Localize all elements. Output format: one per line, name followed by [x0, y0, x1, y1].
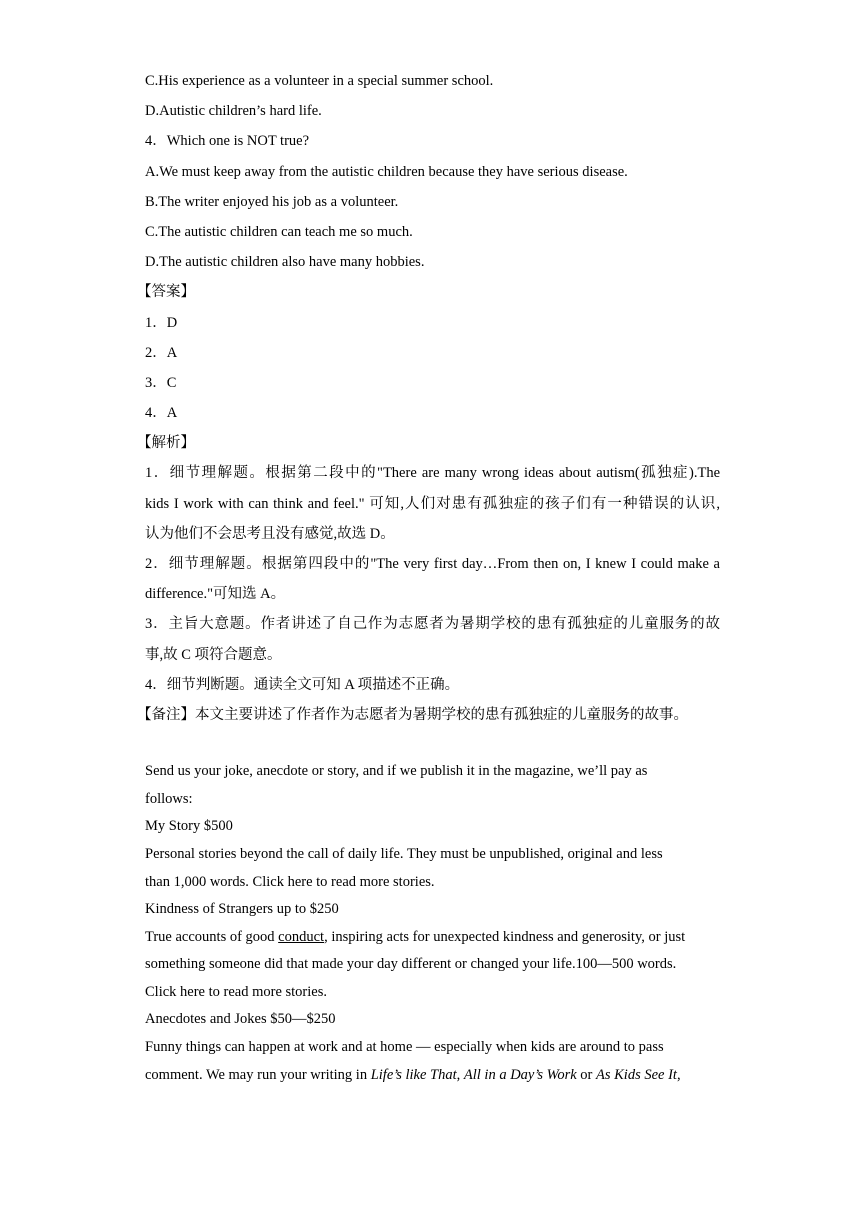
kindness-text: Click here to read more stories.	[145, 983, 327, 1000]
analysis-line: 3．主旨大意题。作者讲述了自己作为志愿者为暑期学校的患有孤独症的儿童服务的故	[145, 616, 720, 633]
kindness-text-part: , inspiring acts for unexpected kindness and generosity, or just	[324, 928, 686, 945]
kindness-text-part: True accounts of good	[145, 928, 279, 945]
anecdotes-title: Anecdotes and Jokes $50—$250	[145, 1011, 336, 1028]
analysis-line: 4．细节判断题。通读全文可知 A 项描述不正确。	[145, 676, 460, 693]
answer-item: 1．D	[145, 314, 178, 331]
passage-intro: follows:	[145, 790, 193, 807]
answer-item: 4．A	[145, 405, 178, 422]
analysis-line: 认为他们不会思考且没有感觉,故选 D。	[145, 525, 395, 542]
analysis-line: difference."可知选 A。	[145, 586, 286, 603]
separator: ,	[676, 1066, 681, 1083]
separator: or	[576, 1066, 597, 1083]
kindness-text: something someone did that made your day different or changed your life.100—500 words.	[145, 956, 677, 973]
kindness-title: Kindness of Strangers up to $250	[145, 901, 339, 918]
my-story-title: My Story $500	[145, 818, 233, 835]
answer-heading: 【答案】	[137, 284, 195, 301]
my-story-text: Personal stories beyond the call of daily life. They must be unpublished, original and less	[145, 845, 663, 862]
passage-intro: Send us your joke, anecdote or story, and if we publish it in the magazine, we’ll pay as	[145, 763, 648, 780]
answer-item: 2．A	[145, 344, 178, 361]
analysis-line: 2．细节理解题。根据第四段中的"The very first day…From then on, I knew I could make a	[145, 556, 720, 572]
separator: ,	[456, 1066, 464, 1083]
kindness-text	[145, 924, 720, 952]
column-name: As Kids See It	[596, 1066, 677, 1083]
my-story-text: than 1,000 words. Click here to read more stories.	[145, 873, 435, 890]
q4-option-d: D.The autistic children also have many hobbies.	[145, 254, 425, 271]
anecdotes-text-part: comment. We may run your writing in	[145, 1066, 371, 1083]
q4-option-c: C.The autistic children can teach me so much.	[145, 223, 413, 240]
analysis-line: 1．细节理解题。根据第二段中的"There are many wrong ideas about autism(孤独症).The	[145, 465, 720, 482]
analysis-note: 【备注】本文主要讲述了作者作为志愿者为暑期学校的患有孤独症的儿童服务的故事。	[137, 706, 688, 723]
underlined-word: conduct	[278, 928, 325, 945]
document-page	[137, 66, 720, 1089]
analysis-line: kids I work with can think and feel." 可知,人们对患有孤独症的孩子们有一种错误的认识,	[145, 495, 720, 512]
analysis-line: 事,故 C 项符合题意。	[145, 646, 282, 663]
column-name: Life’s like That	[370, 1066, 457, 1083]
anecdotes-text	[145, 1062, 720, 1090]
q4-option-b: B.The writer enjoyed his job as a volunteer.	[145, 193, 399, 210]
anecdotes-text: Funny things can happen at work and at home — especially when kids are around to pass	[145, 1039, 664, 1056]
q3-option-d: D.Autistic children’s hard life.	[145, 103, 322, 120]
q3-option-c: C.His experience as a volunteer in a special summer school.	[145, 73, 494, 89]
answer-item: 3．C	[145, 374, 177, 391]
q4-option-a: A.We must keep away from the autistic children because they have serious disease.	[145, 163, 628, 180]
analysis-heading: 【解析】	[137, 435, 195, 452]
column-name: All in a Day’s Work	[463, 1066, 577, 1083]
q4-stem: 4．Which one is NOT true?	[145, 133, 310, 150]
